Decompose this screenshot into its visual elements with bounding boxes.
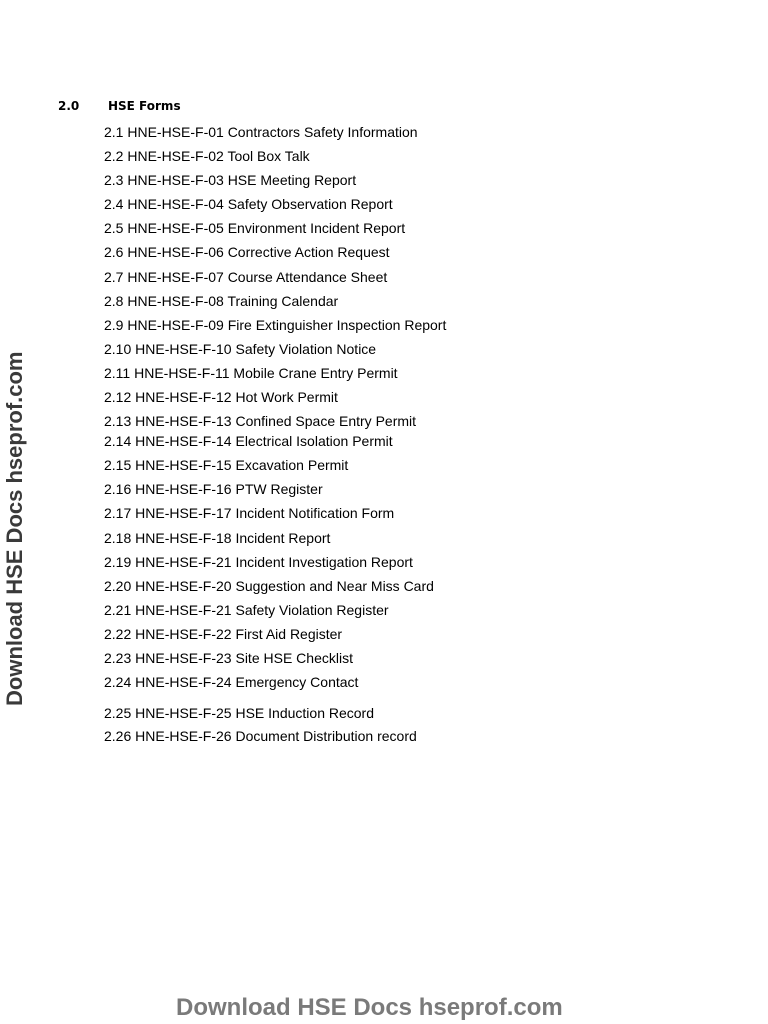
form-item: 2.14 HNE-HSE-F-14 Electrical Isolation Permit bbox=[104, 433, 393, 449]
form-item: 2.5 HNE-HSE-F-05 Environment Incident Report bbox=[104, 220, 406, 236]
form-item: 2.1 HNE-HSE-F-01 Contractors Safety Information bbox=[104, 124, 418, 140]
form-item: 2.18 HNE-HSE-F-18 Incident Report bbox=[104, 530, 331, 546]
section-number: 2.0 bbox=[58, 99, 80, 113]
bottom-watermark: Download HSE Docs hseprof.com bbox=[176, 994, 563, 1021]
form-item: 2.25 HNE-HSE-F-25 HSE Induction Record bbox=[104, 705, 374, 721]
form-item: 2.6 HNE-HSE-F-06 Corrective Action Request bbox=[104, 244, 390, 260]
side-watermark: Download HSE Docs hseprof.com bbox=[2, 351, 27, 706]
form-item: 2.2 HNE-HSE-F-02 Tool Box Talk bbox=[104, 148, 310, 164]
form-item: 2.9 HNE-HSE-F-09 Fire Extinguisher Inspection Report bbox=[104, 317, 447, 333]
form-item: 2.15 HNE-HSE-F-15 Excavation Permit bbox=[104, 457, 349, 473]
form-item: 2.4 HNE-HSE-F-04 Safety Observation Report bbox=[104, 196, 393, 212]
form-item: 2.24 HNE-HSE-F-24 Emergency Contact bbox=[104, 674, 359, 690]
form-item: 2.3 HNE-HSE-F-03 HSE Meeting Report bbox=[104, 172, 357, 188]
form-item: 2.10 HNE-HSE-F-10 Safety Violation Notice bbox=[104, 341, 377, 357]
form-item: 2.8 HNE-HSE-F-08 Training Calendar bbox=[104, 293, 339, 309]
form-item: 2.12 HNE-HSE-F-12 Hot Work Permit bbox=[104, 389, 338, 405]
form-item: 2.16 HNE-HSE-F-16 PTW Register bbox=[104, 481, 323, 497]
form-item: 2.11 HNE-HSE-F-11 Mobile Crane Entry Permit bbox=[104, 365, 398, 381]
form-item: 2.23 HNE-HSE-F-23 Site HSE Checklist bbox=[104, 650, 353, 666]
form-item: 2.22 HNE-HSE-F-22 First Aid Register bbox=[104, 626, 343, 642]
form-item: 2.17 HNE-HSE-F-17 Incident Notification Form bbox=[104, 505, 395, 521]
form-item: 2.20 HNE-HSE-F-20 Suggestion and Near Miss Card bbox=[104, 578, 434, 594]
form-item: 2.7 HNE-HSE-F-07 Course Attendance Sheet bbox=[104, 269, 388, 285]
form-item: 2.26 HNE-HSE-F-26 Document Distribution record bbox=[104, 728, 417, 744]
form-item: 2.19 HNE-HSE-F-21 Incident Investigation Report bbox=[104, 554, 413, 570]
section-title: HSE Forms bbox=[108, 99, 181, 113]
form-item: 2.13 HNE-HSE-F-13 Confined Space Entry Permit bbox=[104, 413, 417, 429]
section-heading bbox=[58, 99, 181, 113]
form-item: 2.21 HNE-HSE-F-21 Safety Violation Register bbox=[104, 602, 389, 618]
